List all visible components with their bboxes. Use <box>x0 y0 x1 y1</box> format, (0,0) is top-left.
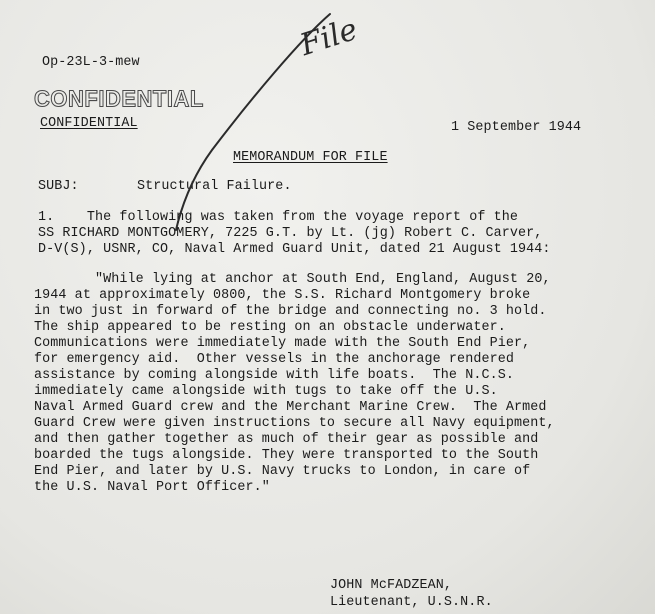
quote-line: boarded the tugs alongside. They were transported to the South <box>34 448 539 463</box>
quote-line: The ship appeared to be resting on an obstacle underwater. <box>34 320 506 335</box>
para-line: D-V(S), USNR, CO, Naval Armed Guard Unit, dated 21 August 1944: <box>38 242 551 257</box>
signature-name: JOHN McFADZEAN, <box>330 578 453 593</box>
quote-line: End Pier, and later by U.S. Navy trucks to London, in care of <box>34 464 531 479</box>
memo-title: MEMORANDUM FOR FILE <box>233 150 388 165</box>
confidential-stamp: CONFIDENTIAL <box>34 85 204 112</box>
quote-line: Guard Crew were given instructions to secure all Navy equipment, <box>34 416 555 431</box>
quote-line: and then gather together as much of their gear as possible and <box>34 432 539 447</box>
file-reference: Op-23L-3-mew <box>42 55 140 70</box>
subject-label: SUBJ: <box>38 179 79 194</box>
quote-line: Naval Armed Guard crew and the Merchant Marine Crew. The Armed <box>34 400 547 415</box>
subject-text: Structural Failure. <box>137 179 292 194</box>
quote-line: "While lying at anchor at South End, England, August 20, <box>95 272 551 287</box>
para-line: SS RICHARD MONTGOMERY, 7225 G.T. by Lt. (jg) Robert C. Carver, <box>38 226 543 241</box>
quote-line: in two just in forward of the bridge and connecting no. 3 hold. <box>34 304 547 319</box>
quote-line: Communications were immediately made with the South End Pier, <box>34 336 531 351</box>
quote-line: assistance by coming alongside with life boats. The N.C.S. <box>34 368 515 383</box>
quote-line: for emergency aid. Other vessels in the anchorage rendered <box>34 352 515 367</box>
quote-line: immediately came alongside with tugs to take off the U.S. <box>34 384 498 399</box>
quote-line: the U.S. Naval Port Officer." <box>34 480 270 495</box>
memo-date: 1 September 1944 <box>451 120 582 135</box>
classification-label: CONFIDENTIAL <box>40 116 138 131</box>
para-line: 1. The following was taken from the voyage report of the <box>38 210 519 225</box>
quote-line: 1944 at approximately 0800, the S.S. Richard Montgomery broke <box>34 288 531 303</box>
handwritten-file-note: File <box>296 11 362 64</box>
signature-title: Lieutenant, U.S.N.R. <box>330 595 493 610</box>
